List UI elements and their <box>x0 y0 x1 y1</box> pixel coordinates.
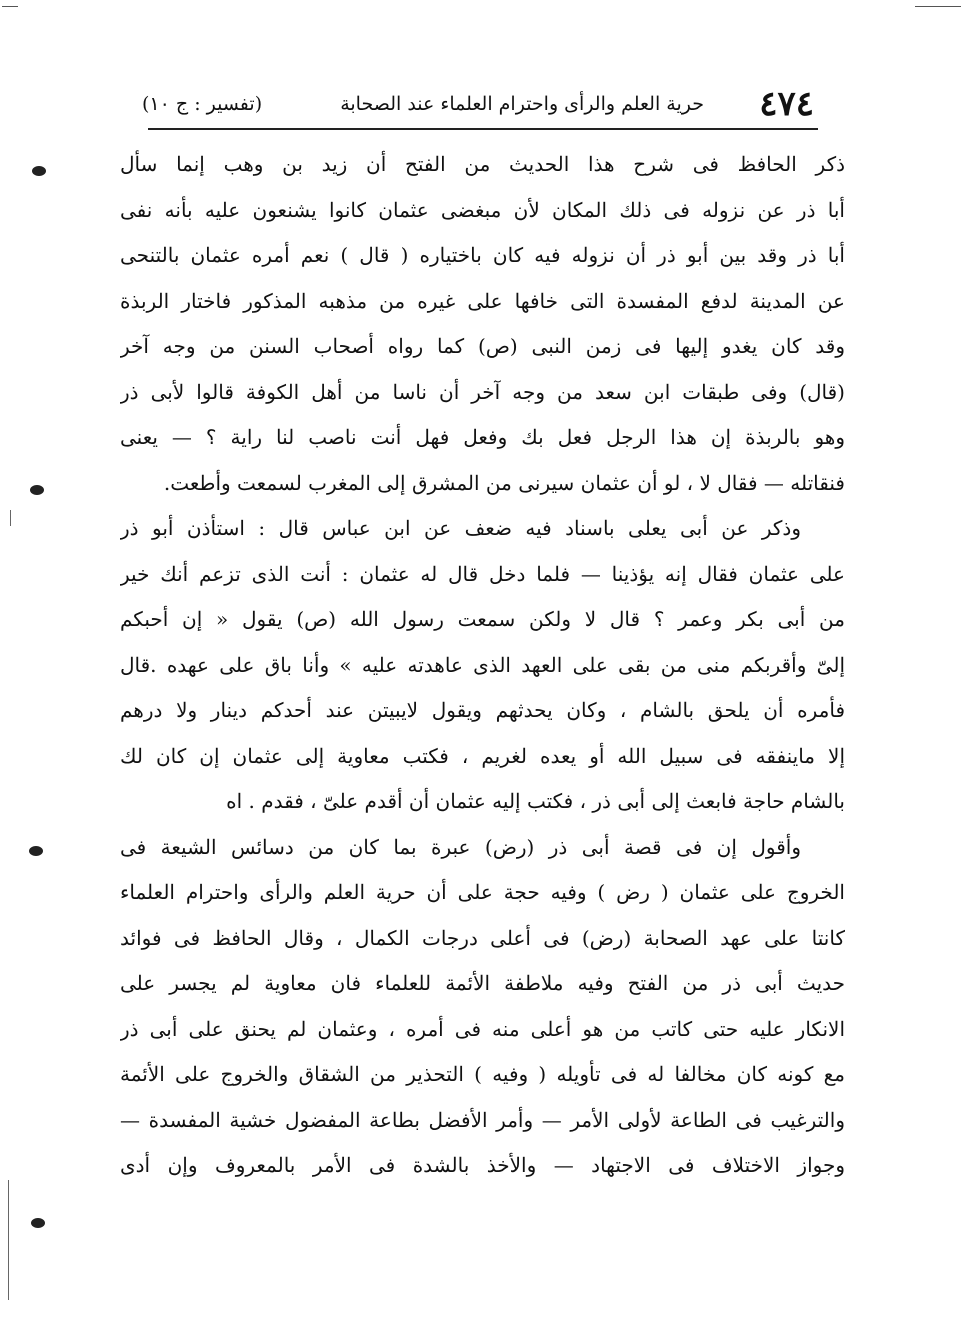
margin-ornament-4 <box>31 1218 45 1228</box>
text-line: إلىّ وأقربكم منى من بقى على العهد الذى عاهدته عليه » وأنا باق على عهده .قال <box>120 652 845 677</box>
text-line: وقد كان يغدو إليها فى زمن النبى (ص) كما رواه أصحاب السنن من وجه آخر <box>120 334 845 358</box>
running-title: حرية العلم والرأى واحترام العلماء عند الصحابة <box>340 93 704 115</box>
text-line: الانكار عليه حتى كاتب من هو أعلى منه فى أمره ، وعثمان لم يحنق على أبى ذر <box>120 1016 845 1041</box>
text-line: من أبى بكر وعمر ؟ قال لا ولكن سمعت رسول الله (ص) يقول « إن أحبكم <box>120 607 845 631</box>
text-line: أبا ذر وقد بين أبو ذر أن نزوله فيه كان باختياره ( قال ) نعم أمره عثمان بالتنحى <box>120 243 845 267</box>
text-line: مع كونه كان مخالفا له فى تأويله ( وفيه ) التحذير من الشقاق والخروج على الأئمة <box>120 1062 845 1086</box>
margin-tick-left <box>10 510 11 526</box>
text-line: على عثمان فقال إنه يؤذينا — فلما دخل قال له عثمان : أنت الذى تزعم أنك خير <box>120 561 845 586</box>
text-line: وأقول إن فى قصة أبى ذر (رض) عبرة بما كان من دسائس الشيعة فى <box>120 834 801 859</box>
text-line: إلا ماينفقه فى سبيل الله أو يعده لغريم ، فكتب معاوية إلى عثمان إن كان لك <box>120 743 845 768</box>
text-line: ذكر الحافظ فى شرح هذا الحديث من الفتح أن زيد بن وهب إنما سأل <box>120 152 845 176</box>
text-line: الخروج على عثمان ( رض ) وفيه حجة على أن حرية العلم والرأى واحترام العلماء <box>120 880 845 904</box>
margin-ornament-1 <box>32 166 46 176</box>
margin-ornament-3 <box>29 846 43 856</box>
header-rule <box>148 128 818 130</box>
corner-mark-top-right <box>915 6 961 7</box>
text-line: (قال) وفى طبقات ابن سعد من وجه آخر أن ناسا من أهل الكوفة قالوا لأبى ذر <box>120 379 845 404</box>
text-line: وذكر عن أبى يعلى باسناد فيه ضعف عن ابن عباس قال : استأذن أبو ذر <box>120 516 801 540</box>
text-line: بالشام حاجة فابعث إلى أبى ذر ، فكتب إليه عثمان أن أقدم علىّ ، فقدم . اه <box>226 789 845 813</box>
text-line: أبا ذر عن نزوله فى ذلك المكان لأن مبغضى عثمان كانوا يشنعون عليه بأنه نفى <box>120 197 845 222</box>
text-line: فنقاتله — فقال لا ، لو أن عثمان سيرنى من المشرق إلى المغرب لسمعت وأطعت. <box>163 470 845 495</box>
page-header <box>142 82 822 128</box>
text-line: كانتا على عهد الصحابة (رض) فى أعلى درجات الكمال ، وقال الحافظ فى فوائد <box>120 925 845 950</box>
section-reference: (تفسير : ج ١٠) <box>142 93 263 115</box>
corner-mark-top-left <box>2 6 18 7</box>
text-line: وهو بالربذة إن هذا الرجل فعل بك وفعل فهل أنت ناصب لنا راية ؟ — يعنى <box>120 425 845 449</box>
page-number: ٤٧٤ <box>759 84 814 124</box>
body-text <box>120 142 845 1189</box>
text-line: وجواز الاختلاف فى الاجتهاد — والأخذ بالشدة فى الأمر بالمعروف وإن أدى <box>120 1153 845 1177</box>
text-line: والترغيب فى الطاعة لأولى الأمر — وأمر الأفضل بطاعة المفضول خشية المفسدة — <box>120 1107 845 1132</box>
margin-ornament-2 <box>30 485 44 495</box>
text-line: عن المدينة لدفع المفسدة التى خافها على غيره من مذهبه المذكور فاختار الربذة <box>120 288 845 313</box>
text-line: حديث أبى ذر من الفتح وفيه ملاطفة الأئمة للعلماء فان معاوية لم يجسر على <box>120 971 845 995</box>
text-line: فأمره أن يلحق بالشام ، وكان يحدثهم ويقول لايبيتن عند أحدكم دينار ولا درهم <box>120 698 845 722</box>
margin-tick-left-lower <box>8 1180 9 1300</box>
